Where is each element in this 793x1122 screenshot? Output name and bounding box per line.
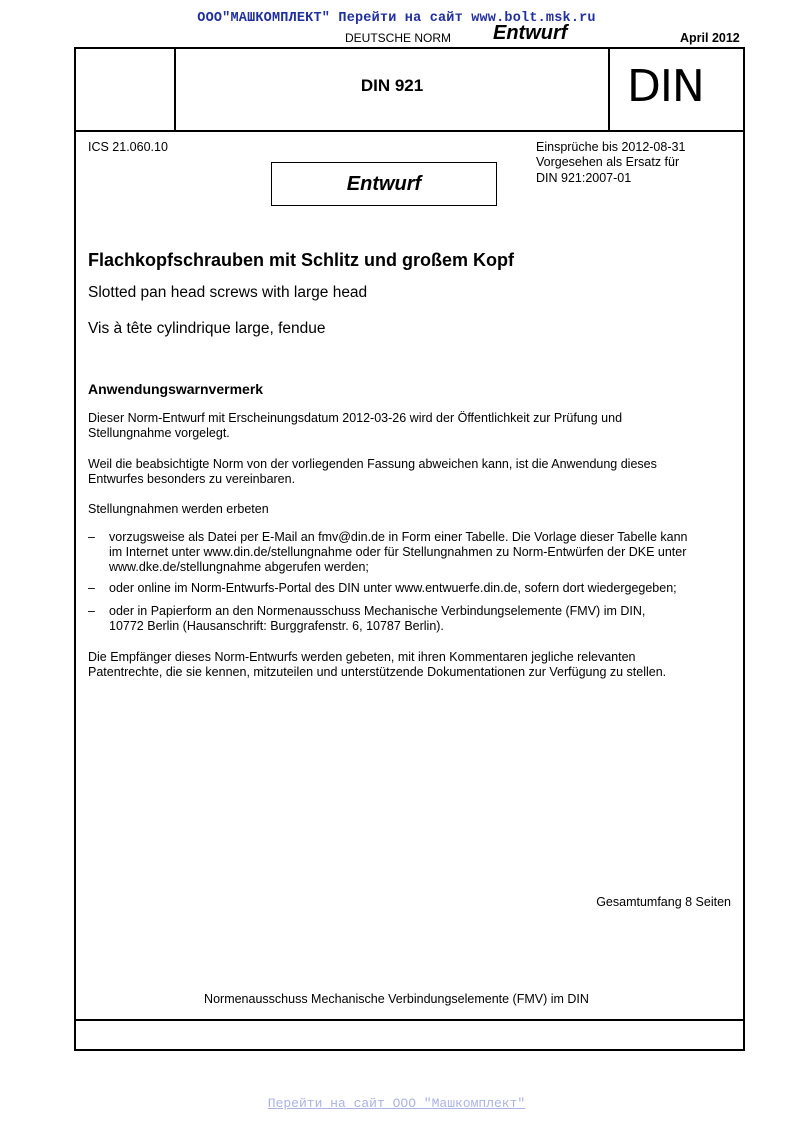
notice-paragraph-2 — [88, 457, 733, 487]
watermark-top-link[interactable]: ООО"МАШКОМПЛЕКТ" Перейти на сайт www.bolt.msk.ru — [197, 11, 596, 26]
watermark-bottom-link[interactable]: Перейти на сайт ООО "Машкомплект" — [267, 1096, 526, 1111]
bullet-dash: – — [88, 530, 95, 544]
draft-header-label: Entwurf — [493, 22, 568, 44]
comment-option-email-line-1: vorzugsweise als Datei per E-Mail an fmv@din.de in Form einer Tabelle. Die Vorlage dieser Tabelle kann — [109, 530, 688, 544]
title-block-divider-right — [608, 49, 610, 132]
notice-paragraph-1 — [88, 411, 733, 441]
ics-code: ICS 21.060.10 — [88, 140, 168, 154]
comment-option-paper-line-1: oder in Papierform an den Normenausschuss Mechanische Verbindungselemente (FMV) im DIN, — [109, 604, 646, 618]
publication-date: April 2012 — [680, 31, 740, 45]
replacement-standard: DIN 921:2007-01 — [536, 171, 632, 185]
notice-paragraph-4-line-1: Die Empfänger dieses Norm-Entwurfs werden gebeten, mit ihren Kommentaren jegliche relevanten — [88, 650, 636, 664]
committee-footer: Normenausschuss Mechanische Verbindungselemente (FMV) im DIN — [204, 992, 589, 1006]
din-logo-text: DIN — [627, 61, 704, 112]
title-block-bottom-rule — [76, 130, 743, 132]
total-pages: Gesamtumfang 8 Seiten — [596, 895, 731, 909]
norm-type-label: DEUTSCHE NORM — [345, 31, 452, 45]
title-english: Slotted pan head screws with large head — [88, 284, 368, 301]
notice-paragraph-2-line-2: Entwurfes besonders zu vereinbaren. — [88, 472, 296, 486]
title-french: Vis à tête cylindrique large, fendue — [88, 320, 326, 337]
comment-option-online-line-1: oder online im Norm-Entwurfs-Portal des DIN unter www.entwuerfe.din.de, sofern dort wiedergegeben; — [109, 581, 677, 595]
notice-paragraph-1-line-2: Stellungnahme vorgelegt. — [88, 426, 230, 440]
draft-box — [271, 162, 497, 206]
notice-paragraph-4-line-2: Patentrechte, die sie kennen, mitzuteilen und unterstützende Dokumentationen zur Verfügung zu stellen. — [88, 665, 667, 679]
comment-option-email-line-3: www.dke.de/stellungnahme abgerufen werden; — [109, 560, 369, 574]
bullet-dash: – — [88, 581, 95, 595]
comment-option-paper-line-2: 10772 Berlin (Hausanschrift: Burggrafenstr. 6, 10787 Berlin). — [109, 619, 444, 633]
bullet-dash: – — [88, 604, 95, 618]
footer-top-rule — [76, 1019, 743, 1021]
objection-deadline: Einsprüche bis 2012-08-31 — [536, 140, 686, 154]
din-logo — [627, 61, 707, 112]
notice-paragraph-2-line-1: Weil die beabsichtigte Norm von der vorliegenden Fassung abweichen kann, ist die Anwendung dieses — [88, 457, 657, 471]
draft-box-label: Entwurf — [346, 172, 422, 195]
title-german: Flachkopfschrauben mit Schlitz und großem Kopf — [88, 250, 515, 270]
notice-paragraph-3: Stellungnahmen werden erbeten — [88, 502, 269, 516]
comment-option-email-line-2: im Internet unter www.din.de/stellungnahme oder für Stellungnahmen zu Norm-Entwürfen der DKE unter — [109, 545, 687, 559]
notice-heading: Anwendungswarnvermerk — [88, 381, 264, 397]
standard-number: DIN 921 — [360, 76, 424, 95]
notice-paragraph-1-line-1: Dieser Norm-Entwurf mit Erscheinungsdatum 2012-03-26 wird der Öffentlichkeit zur Prüfung und — [88, 411, 623, 425]
notice-paragraph-4 — [88, 650, 733, 680]
replacement-label: Vorgesehen als Ersatz für — [536, 155, 680, 169]
